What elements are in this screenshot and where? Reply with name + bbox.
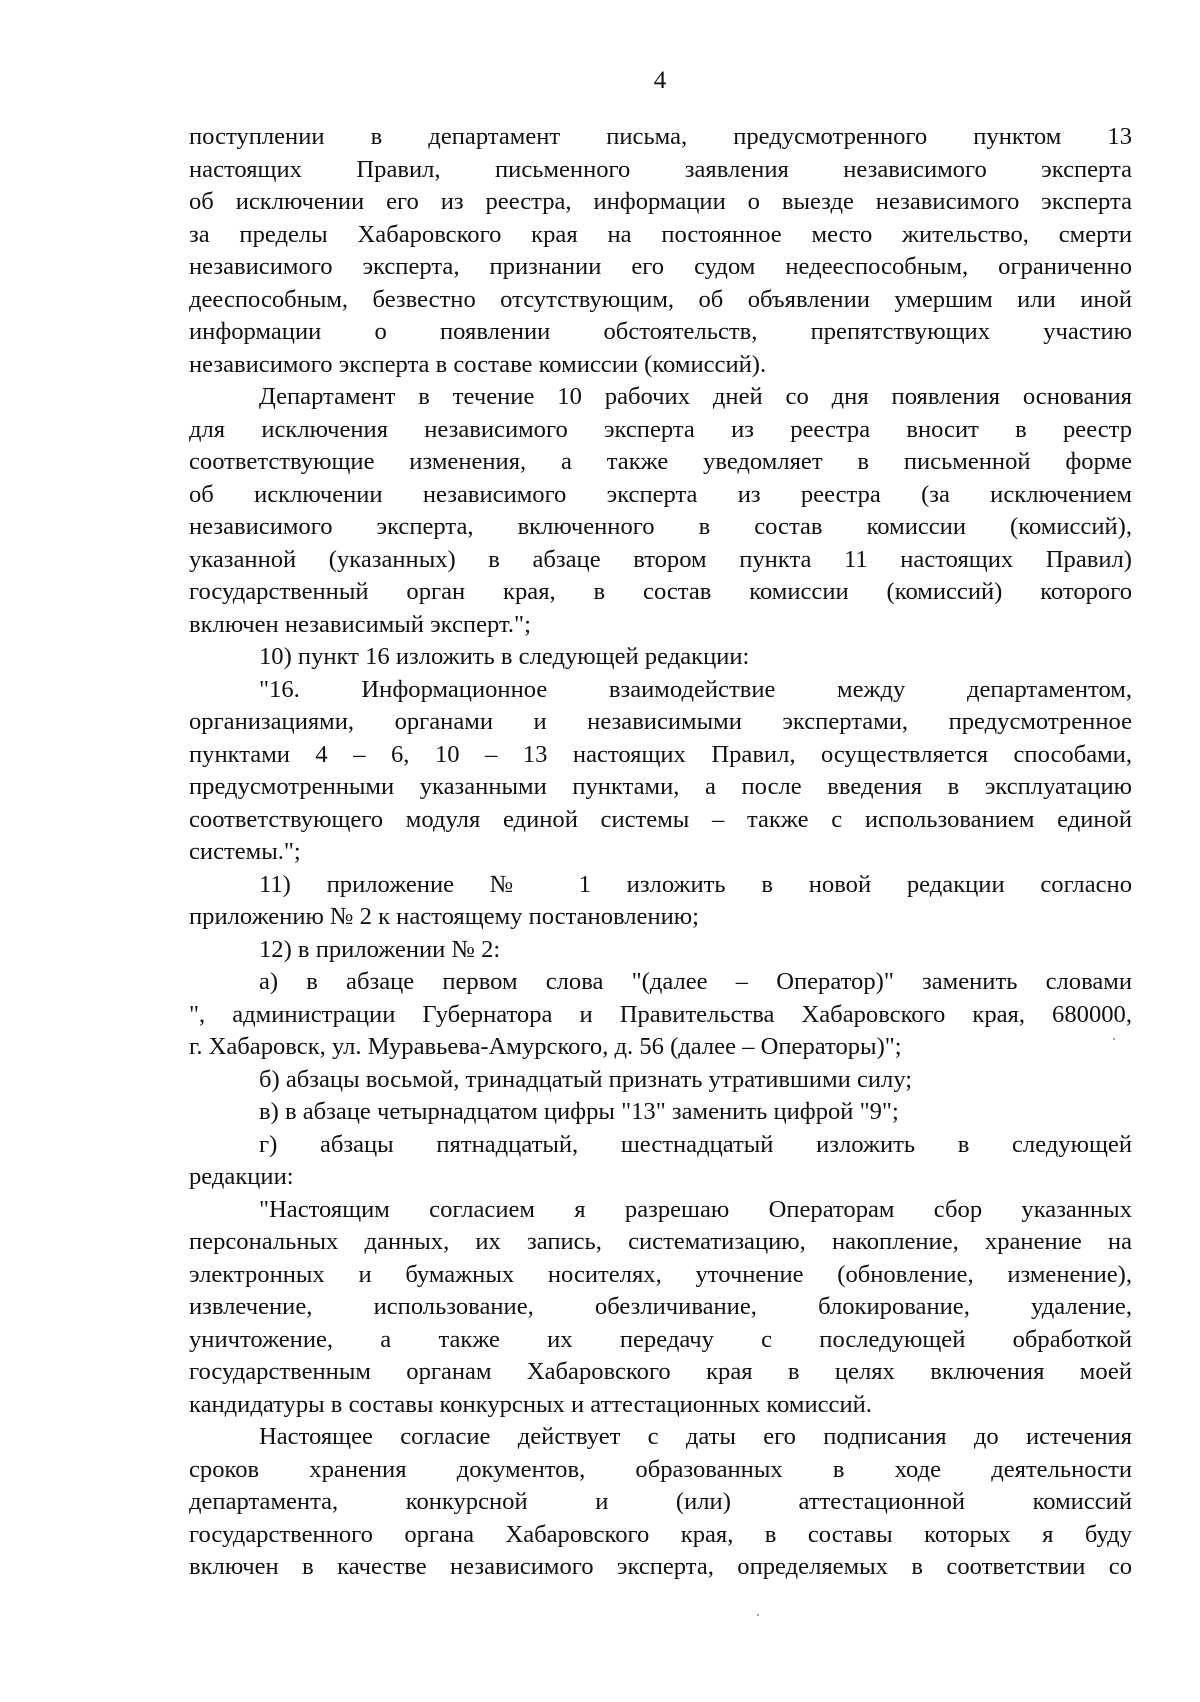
text-line: 12) в приложении № 2:	[259, 935, 501, 963]
text-line: б) абзацы восьмой, тринадцатый признать утратившими силу;	[259, 1065, 913, 1093]
text-line: персональных данных, их запись, систематизацию, накопление, хранение на	[189, 1228, 1132, 1255]
text-line: кандидатуры в составы конкурсных и аттестационных комиссий.	[189, 1390, 872, 1418]
text-line: включен в качестве независимого эксперта, определяемых в соответствии со	[189, 1553, 1132, 1580]
text-line: дееспособным, безвестно отсутствующим, об объявлении умершим или иной	[189, 285, 1132, 313]
text-line: об исключении его из реестра, информации о выезде независимого эксперта	[189, 188, 1132, 215]
text-line: г) абзацы пятнадцатый, шестнадцатый изложить в следующей	[259, 1130, 1132, 1158]
text-line: уничтожение, а также их передачу с последующей обработкой	[189, 1325, 1132, 1353]
text-line: за пределы Хабаровского края на постоянное место жительство, смерти	[189, 220, 1132, 248]
text-line: 10) пункт 16 изложить в следующей редакции:	[259, 643, 750, 670]
text-line: ", администрации Губернатора и Правительства Хабаровского края, 680000,	[189, 1000, 1132, 1028]
text-line: государственным органам Хабаровского края в целях включения моей	[189, 1358, 1132, 1385]
text-line: организациями, органами и независимыми экспертами, предусмотренное	[189, 708, 1132, 735]
text-line: поступлении в департамент письма, предусмотренного пунктом 13	[189, 123, 1132, 150]
scan-speck	[1113, 1038, 1115, 1040]
text-line: включен независимый эксперт.";	[189, 610, 531, 638]
text-line: об исключении независимого эксперта из реестра (за исключением	[189, 480, 1132, 508]
text-line: для исключения независимого эксперта из реестра вносит в реестр	[189, 415, 1132, 443]
text-line: сроков хранения документов, образованных в ходе деятельности	[189, 1455, 1132, 1483]
text-line: "16. Информационное взаимодействие между департаментом,	[259, 675, 1132, 703]
text-line: в) в абзаце четырнадцатом цифры "13" заменить цифрой "9";	[259, 1098, 899, 1125]
text-line: информации о появлении обстоятельств, препятствующих участию	[189, 318, 1132, 345]
text-line: государственного органа Хабаровского края, в составы которых я буду	[189, 1520, 1132, 1548]
page-number: 4	[653, 67, 667, 94]
text-line: независимого эксперта, признании его судом недееспособным, ограниченно	[189, 253, 1132, 280]
text-line: департамента, конкурсной и (или) аттестационной комиссий	[189, 1488, 1132, 1515]
text-line: 11) приложение № 1 изложить в новой редакции согласно	[259, 870, 1132, 898]
text-line: независимого эксперта, включенного в состав комиссии (комиссий),	[189, 513, 1132, 540]
text-line: "Настоящим согласием я разрешаю Операторам сбор указанных	[259, 1195, 1132, 1223]
document-body	[189, 121, 1132, 1584]
text-line: государственный орган края, в состав комиссии (комиссий) которого	[189, 578, 1132, 605]
text-line: пунктами 4 – 6, 10 – 13 настоящих Правил, осуществляется способами,	[189, 740, 1132, 768]
text-line: приложению № 2 к настоящему постановлению;	[189, 903, 699, 930]
text-line: независимого эксперта в составе комиссии (комиссий).	[189, 350, 767, 378]
text-line: предусмотренными указанными пунктами, а после введения в эксплуатацию	[189, 773, 1132, 800]
text-line: редакции:	[189, 1163, 294, 1190]
text-line: указанной (указанных) в абзаце втором пункта 11 настоящих Правил)	[189, 545, 1132, 573]
text-line: соответствующие изменения, а также уведомляет в письменной форме	[189, 448, 1132, 475]
text-line: извлечение, использование, обезличивание, блокирование, удаление,	[189, 1293, 1132, 1320]
text-line: системы.";	[189, 838, 301, 865]
text-line: г. Хабаровск, ул. Муравьева-Амурского, д. 56 (далее – Операторы)";	[189, 1033, 902, 1060]
scan-speck	[757, 1614, 759, 1616]
text-line: а) в абзаце первом слова "(далее – Оператор)" заменить словами	[259, 968, 1132, 995]
text-line: электронных и бумажных носителях, уточнение (обновление, изменение),	[189, 1260, 1132, 1288]
text-line: соответствующего модуля единой системы – также с использованием единой	[189, 805, 1132, 833]
text-line: Настоящее согласие действует с даты его подписания до истечения	[259, 1423, 1132, 1450]
text-line: Департамент в течение 10 рабочих дней со дня появления основания	[259, 383, 1132, 410]
text-line: настоящих Правил, письменного заявления независимого эксперта	[189, 155, 1132, 183]
